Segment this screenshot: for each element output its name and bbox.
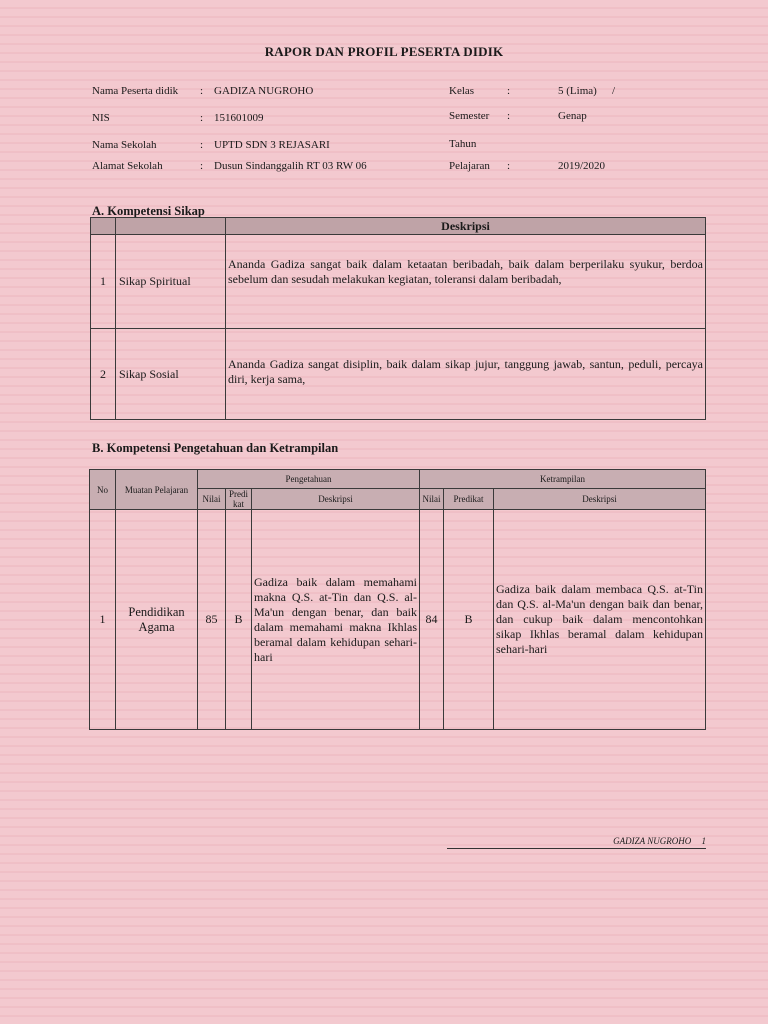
header-no: No	[90, 470, 116, 510]
header-spacer	[116, 218, 226, 235]
sekolah-label: Nama Sekolah	[92, 139, 157, 151]
sikap-name: Sikap Sosial	[116, 329, 226, 420]
header-pengetahuan: Pengetahuan	[198, 470, 420, 489]
sikap-description: Ananda Gadiza sangat disiplin, baik dalam sikap jujur, tanggung jawab, santun, peduli, percaya diri, kerja sama,	[226, 329, 706, 420]
nilai-pengetahuan: 85	[198, 510, 226, 730]
nis-label: NIS	[92, 112, 110, 124]
kelas-value: 5 (Lima)	[558, 85, 597, 97]
header-ketrampilan: Ketrampilan	[420, 470, 706, 489]
footer	[460, 836, 706, 846]
tahun-value: 2019/2020	[558, 160, 606, 172]
predikat-ketrampilan: B	[444, 510, 494, 730]
table-header-row	[90, 470, 706, 489]
alamat-value: Dusun Sindanggalih RT 03 RW 06	[214, 160, 367, 172]
footer-student-name: GADIZA NUGROHO	[613, 836, 692, 846]
table-row	[91, 329, 706, 420]
colon: :	[507, 85, 511, 97]
row-number: 1	[91, 235, 116, 329]
pengetahuan-table	[89, 469, 706, 730]
nama-value: GADIZA NUGROHO	[214, 85, 314, 97]
semester-value: Genap	[558, 110, 587, 122]
alamat-label: Alamat Sekolah	[92, 160, 163, 172]
kelas-mark: /	[612, 85, 616, 97]
muatan-pelajaran: Pendidikan Agama	[116, 510, 198, 730]
header-nilai: Nilai	[420, 489, 444, 510]
footer-divider	[447, 848, 706, 849]
semester-label: Semester	[449, 110, 490, 122]
header-deskripsi: Deskripsi	[252, 489, 420, 510]
sikap-table	[90, 217, 706, 420]
header-predikat: Predi kat	[226, 489, 252, 510]
colon: :	[200, 85, 204, 97]
section-a-heading: A. Kompetensi Sikap	[92, 204, 205, 218]
deskripsi-ketrampilan: Gadiza baik dalam membaca Q.S. at-Tin dan Q.S. al-Ma'un dengan baik dan benar, dan cukup baik dalam mencontohkan sikap Ikhlas beramal dalam kehidupan sehari-hari	[494, 510, 706, 730]
sekolah-value: UPTD SDN 3 REJASARI	[214, 139, 330, 151]
colon: :	[200, 139, 204, 151]
colon: :	[200, 160, 204, 172]
kelas-label: Kelas	[449, 85, 475, 97]
header-spacer	[91, 218, 116, 235]
row-number: 2	[91, 329, 116, 420]
page-number: 1	[701, 836, 706, 846]
deskripsi-pengetahuan: Gadiza baik dalam memahami makna Q.S. at-Tin dan Q.S. al-Ma'un dengan benar, dan baik dalam memahami makna Ikhlas beramal dalam kehidupan sehari-hari	[252, 510, 420, 730]
nama-label: Nama Peserta didik	[92, 85, 179, 97]
predikat-pengetahuan: B	[226, 510, 252, 730]
tahun-label: Tahun	[449, 138, 477, 150]
table-row	[91, 235, 706, 329]
header-deskripsi: Deskripsi	[494, 489, 706, 510]
header-nilai: Nilai	[198, 489, 226, 510]
section-b-heading: B. Kompetensi Pengetahuan dan Ketrampilan	[92, 441, 339, 455]
row-number: 1	[90, 510, 116, 730]
table-row	[90, 510, 706, 730]
nis-value: 151601009	[214, 112, 264, 124]
page-title: RAPOR DAN PROFIL PESERTA DIDIK	[264, 44, 504, 59]
table-header-row	[91, 218, 706, 235]
sikap-name: Sikap Spiritual	[116, 235, 226, 329]
pelajaran-label: Pelajaran	[449, 160, 490, 172]
colon: :	[200, 112, 204, 124]
colon: :	[507, 160, 511, 172]
header-predikat: Predikat	[444, 489, 494, 510]
header-muatan: Muatan Pelajaran	[116, 470, 198, 510]
nilai-ketrampilan: 84	[420, 510, 444, 730]
header-deskripsi: Deskripsi	[226, 218, 706, 235]
colon: :	[507, 110, 511, 122]
sikap-description: Ananda Gadiza sangat baik dalam ketaatan beribadah, baik dalam berperilaku syukur, berdoa sebelum dan sesudah melakukan kegiatan, toleransi dalam beribadah,	[226, 235, 706, 329]
